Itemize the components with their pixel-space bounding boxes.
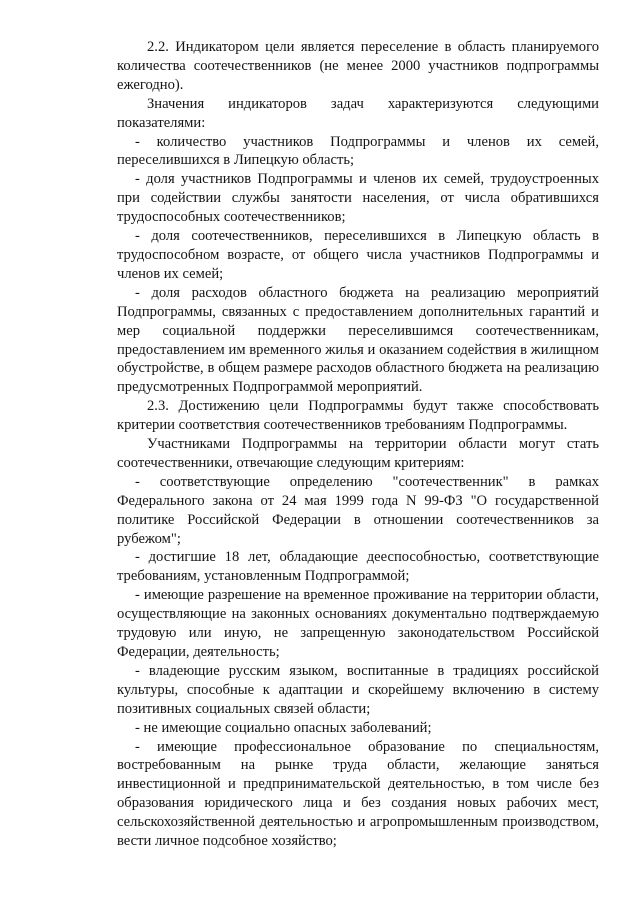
bullet-age-capacity: - достигшие 18 лет, обладающие дееспособностью, соответствующие требованиям, установленным Подпрограммой; — [117, 549, 599, 585]
paragraph-2-2-indicator: 2.2. Индикатором цели является переселение в область планируемого количества соотечественников (не менее 2000 участников подпрограммы ежегодно). — [117, 39, 599, 93]
paragraph-participants-criteria: Участниками Подпрограммы на территории области могут стать соотечественники, отвечающие следующим критериям: — [117, 436, 599, 471]
paragraph-indicator-values: Значения индикаторов задач характеризуются следующими показателями: — [117, 95, 599, 131]
bullet-employed-share: - доля участников Подпрограммы и членов их семей, трудоустроенных при содействии службы занятости населения, от числа обратившихся трудоспособных соотечественников; — [117, 171, 599, 226]
document-body — [117, 38, 599, 851]
bullet-budget-share: - доля расходов областного бюджета на реализацию мероприятий Подпрограммы, связанных с предоставлением дополнительных гарантий и мер социальной поддержки переселившимся соотечественникам, предоставлением им временного жилья и оказанием содействия в жилищном обустройстве, в общем размере расходов областного бюджета на реализацию предусмотренных Подпрограммой мероприятий. — [117, 284, 599, 396]
bullet-participants-count: - количество участников Подпрограммы и членов их семей, переселившихся в Липецкую область; — [117, 133, 599, 169]
bullet-no-diseases: - не имеющие социально опасных заболеваний; — [135, 719, 432, 736]
bullet-working-age-share: - доля соотечественников, переселившихся в Липецкую область в трудоспособном возрасте, от общего числа участников Подпрограммы и членов их семей; — [117, 228, 599, 282]
bullet-russian-language: - владеющие русским языком, воспитанные в традициях российской культуры, способные к адаптации и скорейшему включению в систему позитивных социальных связей области; — [117, 662, 599, 717]
bullet-compatriot-definition: - соответствующие определению "соотечественник" в рамках Федерального закона от 24 мая 1999 года N 99-ФЗ "О государственной политике Российской Федерации в отношении соотечественников за рубежом"; — [117, 473, 599, 547]
bullet-residence-permit: - имеющие разрешение на временное проживание на территории области, осуществляющие на законных основаниях документально подтверждаемую трудовую или иную, не запрещенную законодательством Российской Федерации, деятельность; — [117, 587, 599, 660]
paragraph-2-3-criteria: 2.3. Достижению цели Подпрограммы будут также способствовать критерии соответствия соотечественников требованиям Подпрограммы. — [117, 398, 599, 434]
bullet-professional-education: - имеющие профессиональное образование по специальностям, востребованным на рынке труда области, желающие заняться инвестиционной и предпринимательской деятельностью, в том числе без образования юридического лица и без создания новых рабочих мест, сельскохозяйственной деятельностью и агропромышленным производством, вести личное подсобное хозяйство; — [117, 738, 599, 850]
